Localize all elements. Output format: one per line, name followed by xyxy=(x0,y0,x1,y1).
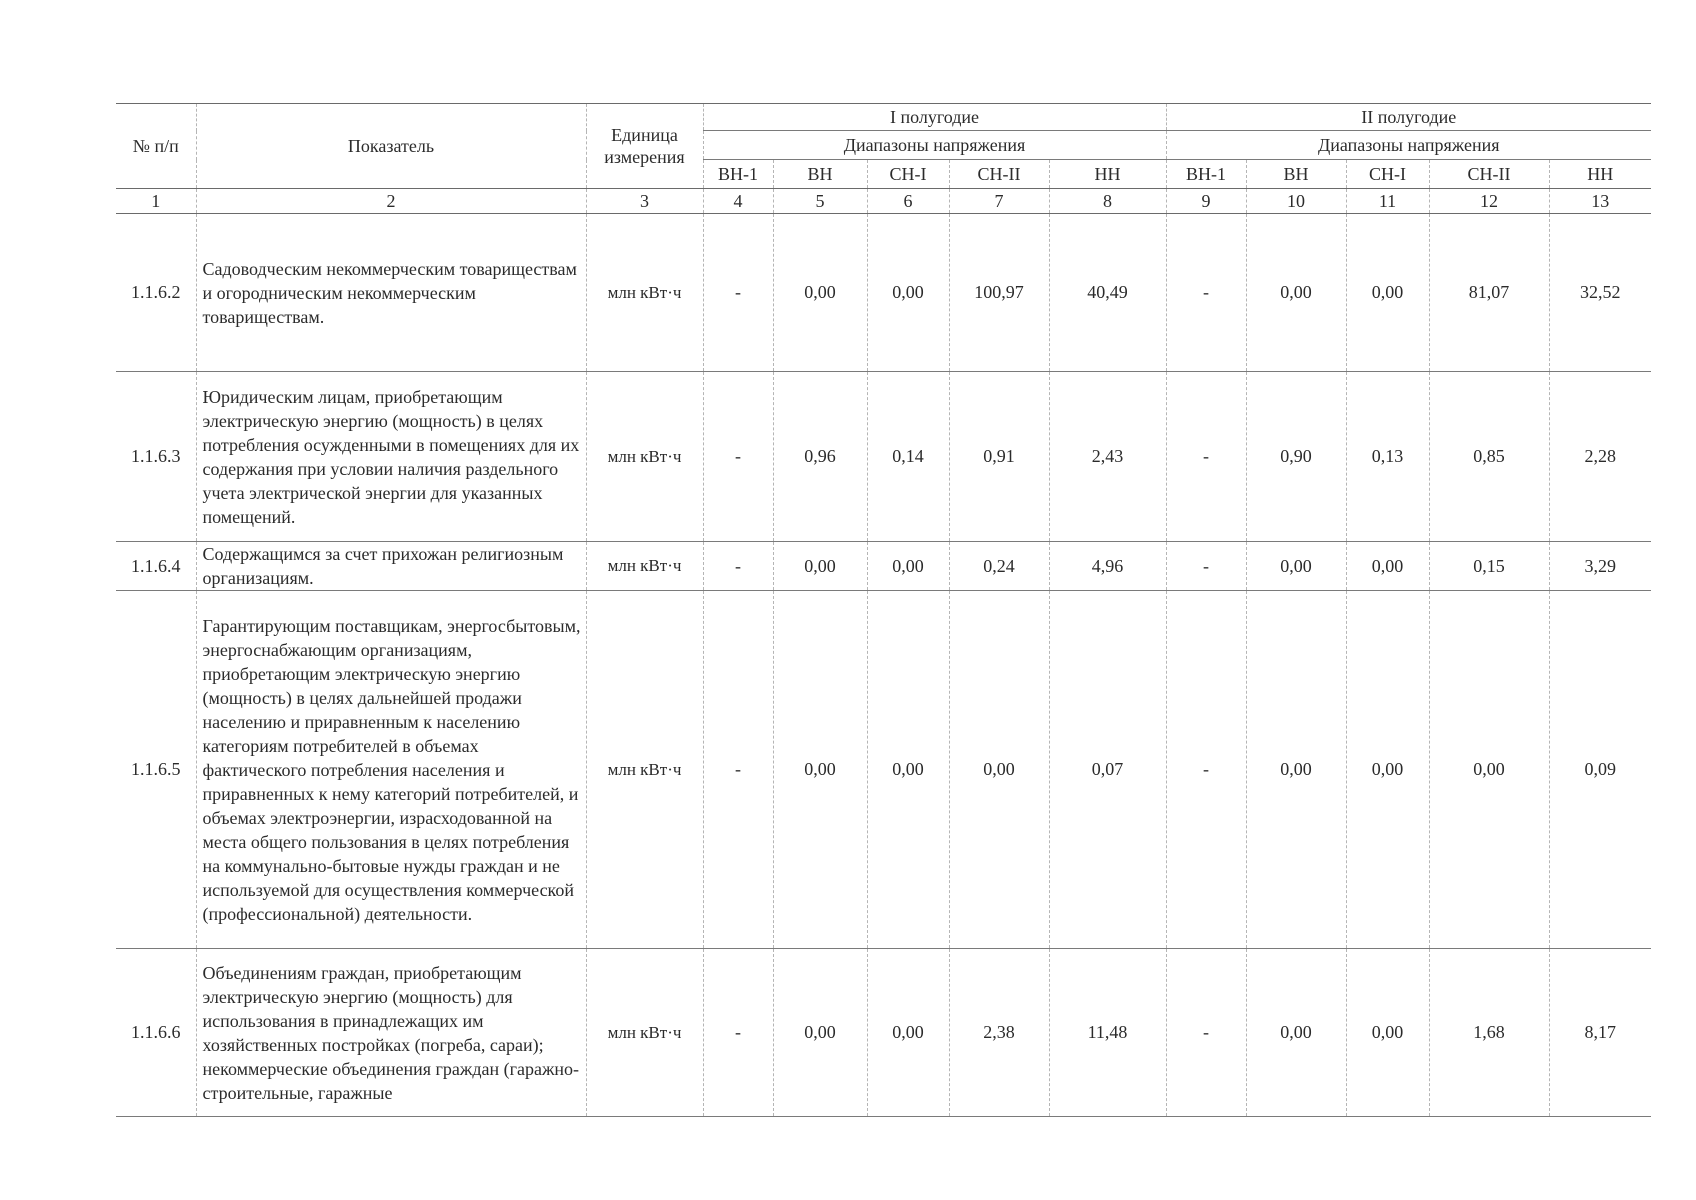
value-cell: 4,96 xyxy=(1049,542,1166,591)
header-level-sn1: СН-I xyxy=(867,160,949,189)
value-cell: 32,52 xyxy=(1549,214,1651,372)
row-unit: млн кВт·ч xyxy=(586,372,703,542)
header-level-vn: ВН xyxy=(773,160,867,189)
column-number: 1 xyxy=(116,189,196,214)
row-unit: млн кВт·ч xyxy=(586,591,703,949)
value-cell: 0,00 xyxy=(1346,214,1429,372)
header-no: № п/п xyxy=(116,104,196,189)
value-cell: 0,13 xyxy=(1346,372,1429,542)
value-cell: 8,17 xyxy=(1549,949,1651,1117)
value-cell: - xyxy=(703,542,773,591)
row-indicator: Гарантирующим поставщикам, энергосбытовым, энергоснабжающим организациям, приобретающим электрическую энергию (мощность) в целях дальнейшей продажи населению и приравненным к населению категориям потребителей в объемах фактического потребления населения и приравненных к нему категорий потребителей, и объемах электроэнергии, израсходованной на места общего пользования в целях потребления на коммунально-бытовые нужды граждан и не используемой для осуществления коммерческой (профессиональной) деятельности. xyxy=(196,591,586,949)
value-cell: 2,28 xyxy=(1549,372,1651,542)
value-cell: 0,00 xyxy=(773,591,867,949)
value-cell: - xyxy=(703,372,773,542)
header-level-nn: НН xyxy=(1049,160,1166,189)
header-unit: Единица измерения xyxy=(586,104,703,189)
row-number: 1.1.6.5 xyxy=(116,591,196,949)
value-cell: - xyxy=(1166,591,1246,949)
data-table xyxy=(116,103,1651,1117)
header-half1: I полугодие xyxy=(703,104,1166,131)
header-level-sn1: СН-I xyxy=(1346,160,1429,189)
value-cell: - xyxy=(1166,372,1246,542)
value-cell: 2,38 xyxy=(949,949,1049,1117)
value-cell: 0,00 xyxy=(1246,591,1346,949)
header-voltage-ranges-2: Диапазоны напряжения xyxy=(1166,131,1651,160)
value-cell: 100,97 xyxy=(949,214,1049,372)
value-cell: 0,00 xyxy=(1346,591,1429,949)
row-indicator-line: Объединениям граждан, приобретающим электрическую энергию (мощность) для использования в принадлежащих им хозяйственных постройках (погреба, сараи); xyxy=(202,962,544,1055)
value-cell: 3,29 xyxy=(1549,542,1651,591)
row-indicator: Садоводческим некоммерческим товариществам и огородническим некоммерческим товариществам. xyxy=(196,214,586,372)
table-row xyxy=(116,214,1651,372)
value-cell: 40,49 xyxy=(1049,214,1166,372)
value-cell: 0,00 xyxy=(773,542,867,591)
value-cell: 0,24 xyxy=(949,542,1049,591)
value-cell: 0,00 xyxy=(1246,542,1346,591)
header-voltage-ranges-1: Диапазоны напряжения xyxy=(703,131,1166,160)
value-cell: 1,68 xyxy=(1429,949,1549,1117)
column-number: 10 xyxy=(1246,189,1346,214)
row-number: 1.1.6.4 xyxy=(116,542,196,591)
value-cell: - xyxy=(703,949,773,1117)
value-cell: 0,00 xyxy=(867,949,949,1117)
column-number: 6 xyxy=(867,189,949,214)
value-cell: 0,00 xyxy=(949,591,1049,949)
column-number: 12 xyxy=(1429,189,1549,214)
value-cell: 0,07 xyxy=(1049,591,1166,949)
column-number: 11 xyxy=(1346,189,1429,214)
value-cell: - xyxy=(1166,949,1246,1117)
value-cell: 0,85 xyxy=(1429,372,1549,542)
value-cell: 0,00 xyxy=(1429,591,1549,949)
value-cell: 0,14 xyxy=(867,372,949,542)
row-unit: млн кВт·ч xyxy=(586,542,703,591)
column-number: 3 xyxy=(586,189,703,214)
column-number: 7 xyxy=(949,189,1049,214)
header-level-sn2: СН-II xyxy=(949,160,1049,189)
row-indicator xyxy=(196,949,586,1117)
column-number: 13 xyxy=(1549,189,1651,214)
header-level-vn1: ВН-1 xyxy=(1166,160,1246,189)
value-cell: 0,00 xyxy=(867,214,949,372)
value-cell: 0,00 xyxy=(867,591,949,949)
header-half2: II полугодие xyxy=(1166,104,1651,131)
column-number: 2 xyxy=(196,189,586,214)
table-row xyxy=(116,372,1651,542)
value-cell: 0,00 xyxy=(773,949,867,1117)
header-level-vn: ВН xyxy=(1246,160,1346,189)
header-level-nn: НН xyxy=(1549,160,1651,189)
value-cell: - xyxy=(703,591,773,949)
value-cell: 0,91 xyxy=(949,372,1049,542)
header-level-vn1: ВН-1 xyxy=(703,160,773,189)
header-indicator: Показатель xyxy=(196,104,586,189)
table-row xyxy=(116,591,1651,949)
row-unit: млн кВт·ч xyxy=(586,949,703,1117)
value-cell: - xyxy=(1166,214,1246,372)
row-indicator: Юридическим лицам, приобретающим электрическую энергию (мощность) в целях потребления осужденными в помещениях для их содержания при условии наличия раздельного учета электрической энергии для указанных помещений. xyxy=(196,372,586,542)
column-number: 8 xyxy=(1049,189,1166,214)
row-number: 1.1.6.6 xyxy=(116,949,196,1117)
value-cell: 81,07 xyxy=(1429,214,1549,372)
value-cell: 0,90 xyxy=(1246,372,1346,542)
value-cell: 0,96 xyxy=(773,372,867,542)
table-row xyxy=(116,949,1651,1117)
value-cell: 0,00 xyxy=(1246,214,1346,372)
row-indicator: Содержащимся за счет прихожан религиозным организациям. xyxy=(196,542,586,591)
value-cell: 11,48 xyxy=(1049,949,1166,1117)
value-cell: - xyxy=(1166,542,1246,591)
value-cell: 0,09 xyxy=(1549,591,1651,949)
column-number: 5 xyxy=(773,189,867,214)
row-number: 1.1.6.2 xyxy=(116,214,196,372)
column-numbers-row xyxy=(116,189,1651,214)
row-indicator-line: некоммерческие объединения граждан (гаражно-строительные, гаражные xyxy=(202,1058,580,1103)
value-cell: 0,15 xyxy=(1429,542,1549,591)
value-cell: 0,00 xyxy=(1346,949,1429,1117)
column-number: 4 xyxy=(703,189,773,214)
table-row xyxy=(116,542,1651,591)
row-number: 1.1.6.3 xyxy=(116,372,196,542)
value-cell: 0,00 xyxy=(1246,949,1346,1117)
value-cell: 0,00 xyxy=(1346,542,1429,591)
column-number: 9 xyxy=(1166,189,1246,214)
value-cell: 0,00 xyxy=(867,542,949,591)
value-cell: 0,00 xyxy=(773,214,867,372)
value-cell: 2,43 xyxy=(1049,372,1166,542)
header-level-sn2: СН-II xyxy=(1429,160,1549,189)
value-cell: - xyxy=(703,214,773,372)
row-unit: млн кВт·ч xyxy=(586,214,703,372)
